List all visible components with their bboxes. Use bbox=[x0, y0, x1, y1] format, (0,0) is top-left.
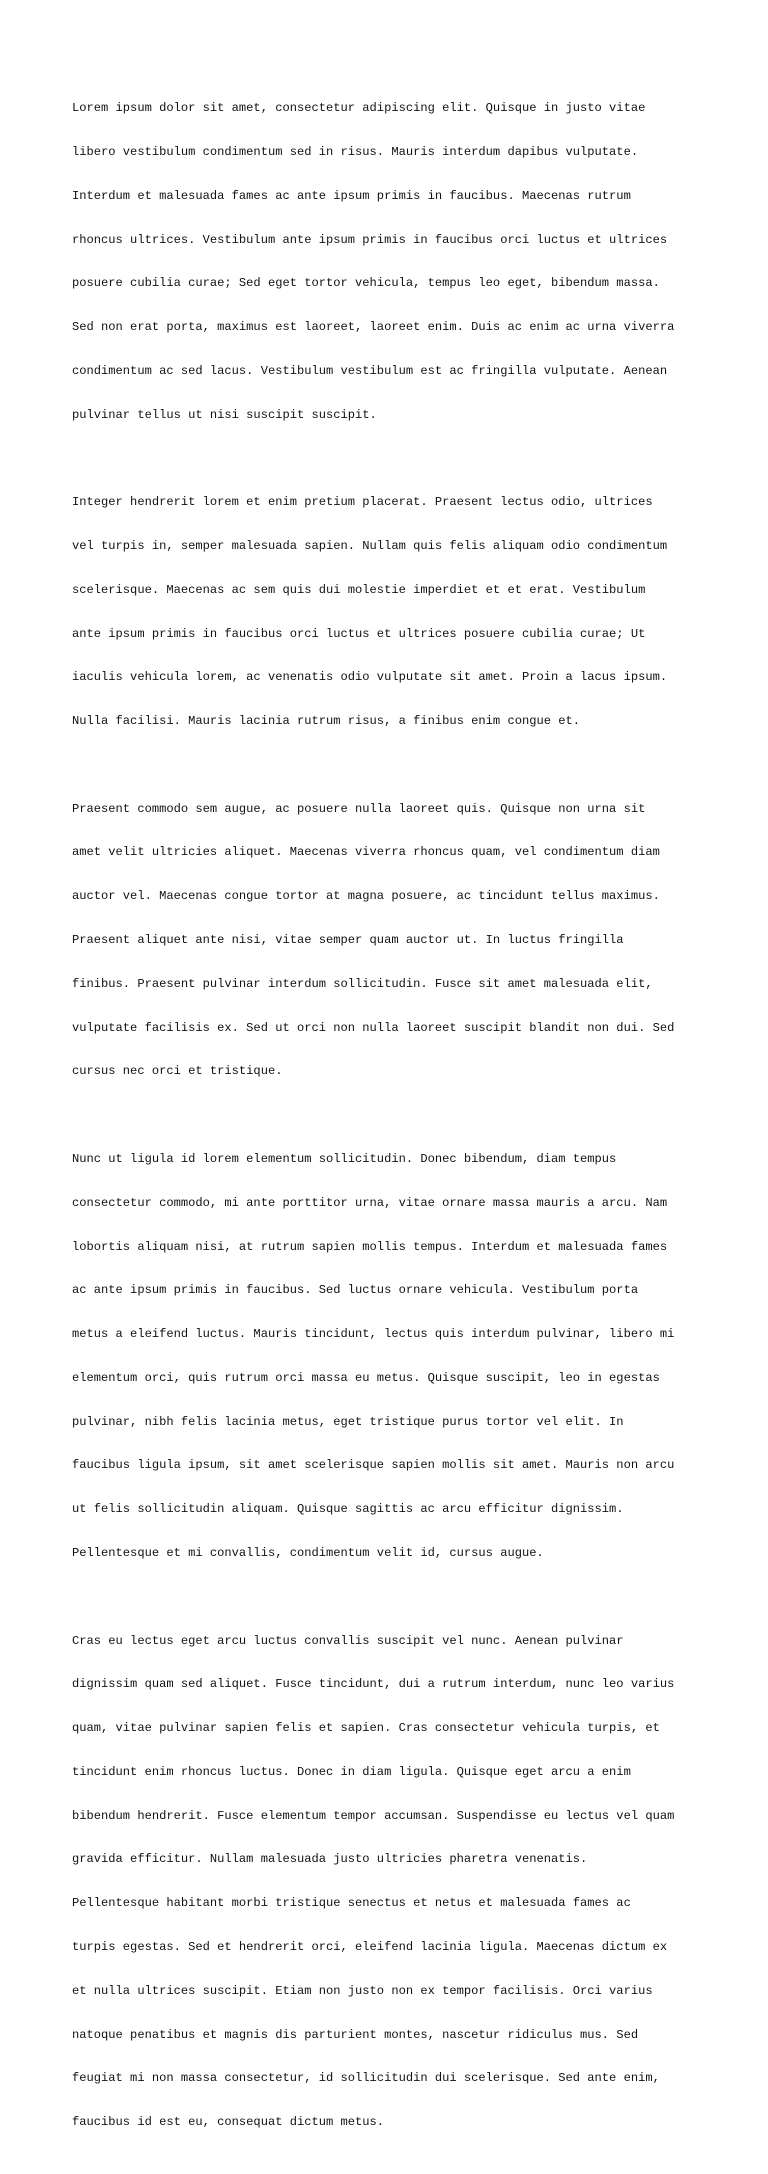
text-line: et nulla ultrices suscipit. Etiam non justo non ex tempor facilisis. Orci varius bbox=[72, 1983, 653, 1998]
paragraph-2 bbox=[72, 466, 712, 758]
text-line: vulputate facilisis ex. Sed ut orci non nulla laoreet suscipit blandit non dui. Sed bbox=[72, 1020, 675, 1035]
text-line: libero vestibulum condimentum sed in risus. Mauris interdum dapibus vulputate. bbox=[72, 144, 639, 159]
paragraph-3 bbox=[72, 773, 712, 1109]
text-line: cursus nec orci et tristique. bbox=[72, 1064, 283, 1079]
text-line: scelerisque. Maecenas ac sem quis dui molestie imperdiet et et erat. Vestibulum bbox=[72, 582, 646, 597]
text-line: Nunc ut ligula id lorem elementum sollicitudin. Donec bibendum, diam tempus bbox=[72, 1151, 617, 1166]
paragraph-5 bbox=[72, 1604, 712, 2159]
text-line: Sed non erat porta, maximus est laoreet, laoreet enim. Duis ac enim ac urna viverra bbox=[72, 320, 675, 335]
text-line: tincidunt enim rhoncus luctus. Donec in diam ligula. Quisque eget arcu a enim bbox=[72, 1764, 631, 1779]
text-line: Nulla facilisi. Mauris lacinia rutrum risus, a finibus enim congue et. bbox=[72, 714, 581, 729]
text-line: gravida efficitur. Nullam malesuada justo ultricies pharetra venenatis. bbox=[72, 1852, 588, 1867]
text-line: dignissim quam sed aliquet. Fusce tincidunt, dui a rutrum interdum, nunc leo varius bbox=[72, 1677, 675, 1692]
text-line: faucibus id est eu, consequat dictum metus. bbox=[72, 2115, 385, 2130]
text-line: consectetur commodo, mi ante porttitor urna, vitae ornare massa mauris a arcu. Nam bbox=[72, 1195, 668, 1210]
text-line: ut felis sollicitudin aliquam. Quisque sagittis ac arcu efficitur dignissim. bbox=[72, 1502, 624, 1517]
text-line: posuere cubilia curae; Sed eget tortor vehicula, tempus leo eget, bibendum massa. bbox=[72, 276, 660, 291]
text-line: bibendum hendrerit. Fusce elementum tempor accumsan. Suspendisse eu lectus vel quam bbox=[72, 1808, 675, 1823]
text-line: amet velit ultricies aliquet. Maecenas viverra rhoncus quam, vel condimentum diam bbox=[72, 845, 660, 860]
text-line: feugiat mi non massa consectetur, id sollicitudin dui scelerisque. Sed ante enim, bbox=[72, 2071, 660, 2086]
text-line: Cras eu lectus eget arcu luctus convallis suscipit vel nunc. Aenean pulvinar bbox=[72, 1633, 624, 1648]
text-line: pulvinar, nibh felis lacinia metus, eget tristique purus tortor vel elit. In bbox=[72, 1414, 624, 1429]
text-line: quam, vitae pulvinar sapien felis et sapien. Cras consectetur vehicula turpis, et bbox=[72, 1721, 660, 1736]
text-line: Pellentesque et mi convallis, condimentum velit id, cursus augue. bbox=[72, 1545, 544, 1560]
text-line: elementum orci, quis rutrum orci massa eu metus. Quisque suscipit, leo in egestas bbox=[72, 1370, 660, 1385]
text-line: Praesent commodo sem augue, ac posuere nulla laoreet quis. Quisque non urna sit bbox=[72, 801, 646, 816]
text-line: ante ipsum primis in faucibus orci luctus et ultrices posuere cubilia curae; Ut bbox=[72, 626, 646, 641]
text-line: turpis egestas. Sed et hendrerit orci, eleifend lacinia ligula. Maecenas dictum ex bbox=[72, 1940, 668, 1954]
text-line: Integer hendrerit lorem et enim pretium placerat. Praesent lectus odio, ultrices bbox=[72, 495, 653, 510]
text-line: iaculis vehicula lorem, ac venenatis odio vulputate sit amet. Proin a lacus ipsum. bbox=[72, 670, 668, 685]
text-line: Pellentesque habitant morbi tristique senectus et netus et malesuada fames ac bbox=[72, 1896, 631, 1911]
text-line: natoque penatibus et magnis dis parturient montes, nascetur ridiculus mus. Sed bbox=[72, 2027, 639, 2042]
text-line: ac ante ipsum primis in faucibus. Sed luctus ornare vehicula. Vestibulum porta bbox=[72, 1283, 639, 1298]
paragraph-4 bbox=[72, 1123, 712, 1590]
text-line: finibus. Praesent pulvinar interdum sollicitudin. Fusce sit amet malesuada elit, bbox=[72, 976, 653, 991]
text-line: vel turpis in, semper malesuada sapien. Nullam quis felis aliquam odio condimentum bbox=[72, 539, 668, 553]
text-line: rhoncus ultrices. Vestibulum ante ipsum primis in faucibus orci luctus et ultrices bbox=[72, 232, 668, 247]
paragraph-1 bbox=[72, 72, 712, 451]
text-line: Lorem ipsum dolor sit amet, consectetur adipiscing elit. Quisque in justo vitae bbox=[72, 101, 646, 116]
text-line: auctor vel. Maecenas congue tortor at magna posuere, ac tincidunt tellus maximus. bbox=[72, 889, 660, 904]
text-line: lobortis aliquam nisi, at rutrum sapien mollis tempus. Interdum et malesuada fames bbox=[72, 1239, 668, 1254]
text-line: Praesent aliquet ante nisi, vitae semper quam auctor ut. In luctus fringilla bbox=[72, 933, 624, 948]
text-line: pulvinar tellus ut nisi suscipit suscipit. bbox=[72, 407, 377, 422]
document-body bbox=[72, 72, 712, 2174]
text-line: Interdum et malesuada fames ac ante ipsum primis in faucibus. Maecenas rutrum bbox=[72, 188, 631, 203]
text-line: faucibus ligula ipsum, sit amet scelerisque sapien mollis sit amet. Mauris non arcu bbox=[72, 1458, 675, 1473]
text-line: condimentum ac sed lacus. Vestibulum vestibulum est ac fringilla vulputate. Aenean bbox=[72, 363, 668, 378]
text-line: metus a eleifend luctus. Mauris tincidunt, lectus quis interdum pulvinar, libero mi bbox=[72, 1327, 675, 1342]
